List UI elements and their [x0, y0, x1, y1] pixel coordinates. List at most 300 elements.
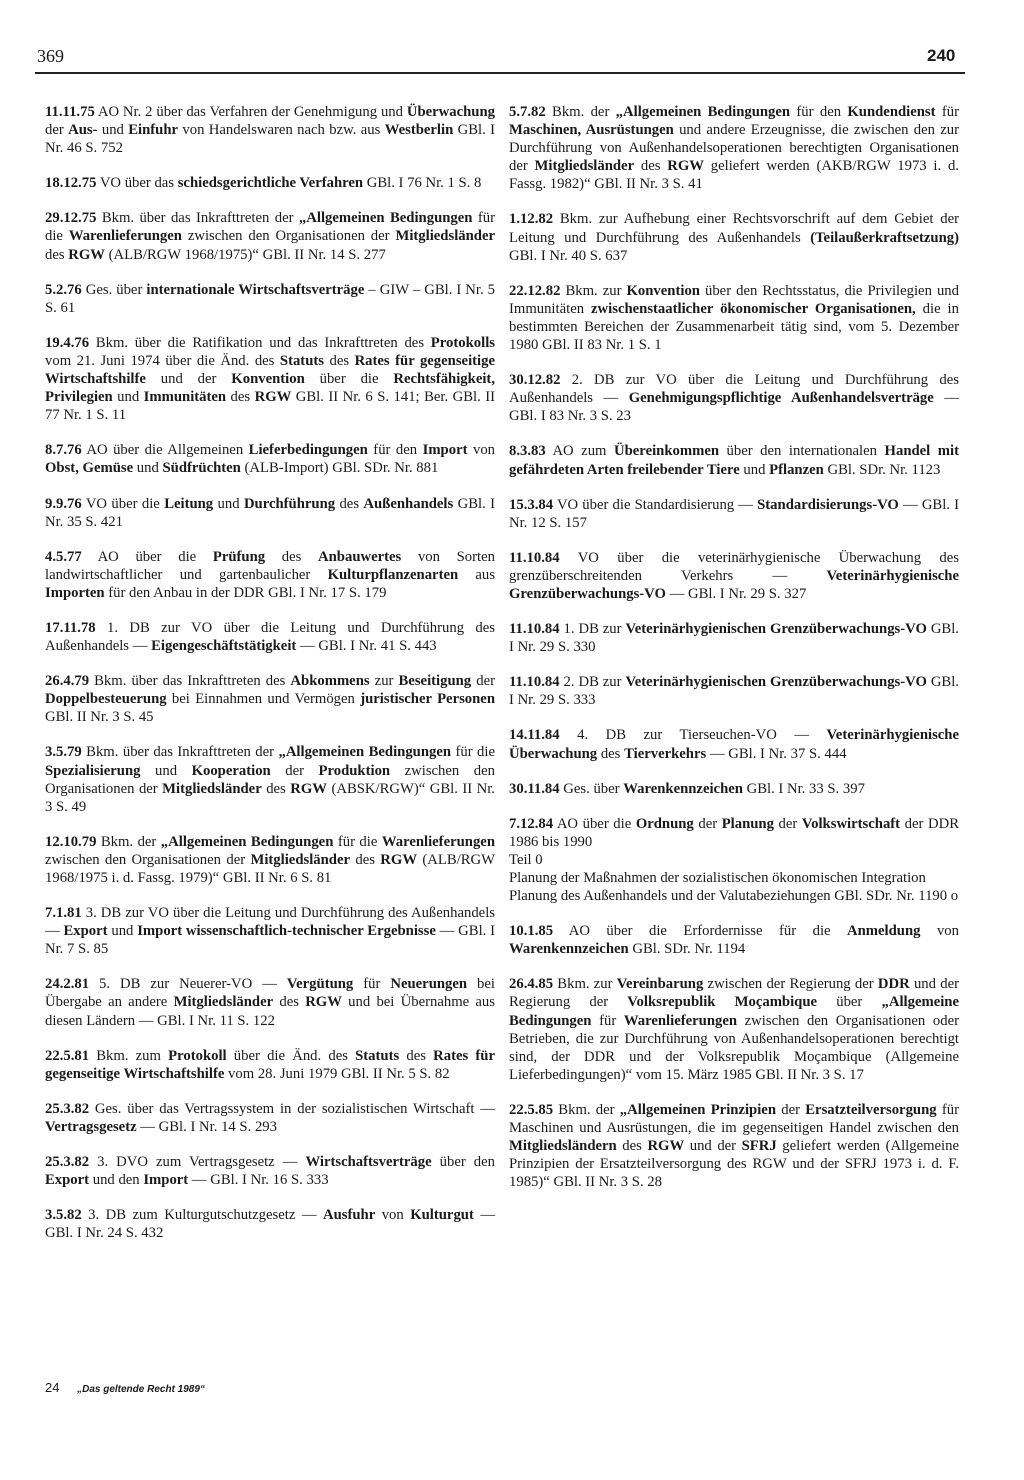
keyword: Mitgliedsländer — [395, 228, 495, 245]
law-entry-text — [509, 1101, 959, 1191]
entry-date: 30.12.82 — [509, 372, 561, 389]
law-entry — [509, 975, 959, 1084]
law-entry — [509, 442, 959, 478]
keyword: Südfrüchten — [162, 460, 241, 477]
law-entry-text — [509, 282, 959, 354]
keyword: DDR — [877, 976, 910, 993]
keyword: Übereinkommen — [614, 443, 720, 460]
keyword: Export — [63, 923, 108, 940]
text: AO über die Erfordernisse für die — [553, 923, 848, 940]
law-entry — [509, 371, 959, 425]
text: der — [773, 815, 802, 832]
keyword: Import wissenschaftlich-technischer Ergebnisse — [137, 923, 436, 940]
text: der — [776, 1101, 806, 1118]
law-entry — [45, 833, 495, 887]
text: und — [140, 762, 192, 779]
keyword: Doppelbesteuerung — [45, 691, 167, 708]
right-column — [509, 103, 959, 1208]
text: zwischen den Organisationen der — [45, 762, 495, 797]
keyword: Ausfuhr — [322, 1207, 376, 1224]
entry-date: 11.10.84 — [509, 621, 560, 638]
entry-date: 7.12.84 — [509, 815, 554, 832]
text: 1. DB zur — [559, 621, 626, 638]
text: GBl. I Nr. 46 S. 752 — [45, 122, 496, 157]
text: des — [261, 780, 291, 797]
law-entry — [45, 904, 495, 958]
text: des — [399, 1047, 434, 1064]
law-entry — [509, 815, 959, 905]
keyword: Beseitigung — [398, 673, 472, 690]
text: des — [45, 246, 69, 263]
keyword: Mitgliedsländern — [509, 1138, 617, 1155]
text: Bkm. zum — [89, 1047, 169, 1064]
text: vom 28. Juni 1979 GBl. II Nr. 5 S. 82 — [224, 1065, 450, 1082]
law-entry-text — [45, 103, 495, 157]
keyword: Import — [422, 442, 468, 459]
entry-date: 12.10.79 — [45, 833, 97, 850]
text: für — [935, 104, 959, 120]
entry-date: 5.7.82 — [509, 104, 546, 120]
entry-date: 22.12.82 — [509, 282, 561, 299]
law-entry-text — [45, 441, 495, 477]
text: — GBl. I Nr. 41 S. 443 — [296, 638, 437, 655]
keyword: Westberlin — [384, 122, 454, 139]
footer-page-number: 24 — [45, 1380, 60, 1395]
text: des — [350, 851, 381, 868]
law-entry-text — [45, 672, 495, 726]
entry-date: 24.2.81 — [45, 976, 90, 993]
text: (ALB-Import) GBl. SDr. Nr. 881 — [240, 460, 439, 477]
keyword: Wirtschaftsverträge — [305, 1154, 432, 1171]
keyword: Mitgliedsländer — [173, 994, 274, 1011]
law-entry — [509, 673, 959, 709]
text: des — [616, 1138, 648, 1155]
keyword: Vereinbarung — [616, 976, 704, 993]
text: und — [739, 461, 770, 478]
entry-date: 10.1.85 — [509, 923, 554, 940]
text: 4. DB zur Tierseuchen-VO — — [559, 727, 827, 744]
text: für — [353, 976, 391, 993]
keyword: Vergütung — [286, 976, 354, 993]
entry-date: 3.5.79 — [45, 744, 82, 761]
keyword: Konvention — [626, 282, 700, 299]
law-entry — [45, 495, 495, 531]
text: Bkm. über die Ratifikation und das Inkrafttreten des — [89, 334, 431, 351]
text: aus — [458, 566, 495, 583]
keyword: „Allgemeinen Prinzipien — [619, 1101, 776, 1118]
entry-date: 11.10.84 — [509, 549, 560, 566]
text: und den — [89, 1172, 144, 1189]
law-entry — [45, 209, 495, 263]
law-entry-text — [509, 975, 959, 1084]
keyword: Planung — [721, 815, 774, 832]
keyword: Veterinärhygienische Überwachung — [509, 727, 959, 762]
text: über den Rechtsstatus, die Privilegien und Immunitäten — [509, 282, 959, 317]
text: über die — [304, 371, 394, 388]
text: Bkm. zur — [553, 976, 617, 993]
text: Bkm. der — [545, 104, 616, 120]
text: und der Regierung der — [509, 976, 959, 1011]
entry-date: 22.5.81 — [45, 1047, 90, 1064]
keyword: Handel mit gefährdeten Arten freilebender Tiere — [509, 443, 959, 478]
entry-date: 30.11.84 — [509, 780, 560, 797]
page-number-right: 240 — [927, 46, 956, 65]
law-entry-text — [45, 1153, 495, 1189]
text: zur — [369, 673, 399, 690]
text: geliefert werden (Allgemeine Prinzipien der Ersatzteilversorgung des RGW und der SFRJ 1973 i. d. F. 1985)“ GBl. II Nr. 3 S. 28 — [509, 1138, 959, 1191]
law-entry — [45, 975, 495, 1029]
keyword: Überwachung — [406, 104, 495, 120]
law-entry-text — [45, 904, 495, 958]
text: 2. DB zur — [559, 674, 626, 691]
keyword: Anbauwertes — [318, 548, 402, 565]
law-entry — [509, 496, 959, 532]
keyword: Kulturpflanzenarten — [327, 566, 459, 583]
keyword: Import — [143, 1172, 189, 1189]
entry-date: 25.3.82 — [45, 1100, 90, 1117]
text: für die — [333, 833, 382, 850]
keyword: Kundendienst — [847, 104, 936, 120]
text: Bkm. der — [553, 1101, 620, 1118]
keyword: Warenlieferungen — [381, 833, 495, 850]
law-entry-text — [45, 833, 495, 887]
keyword: Standardisierungs-VO — [757, 496, 899, 513]
law-entry — [45, 672, 495, 726]
text: zwischen den Organisationen der — [45, 851, 251, 868]
keyword: RGW — [68, 246, 105, 263]
keyword: Eigengeschäftstätigkeit — [151, 638, 297, 655]
entry-date: 4.5.77 — [45, 548, 82, 565]
text: des — [634, 158, 668, 175]
law-entry — [45, 619, 495, 655]
text: Bkm. der — [96, 833, 161, 850]
law-entry-text — [45, 743, 495, 815]
entry-subline: Planung des Außenhandels und der Valutabeziehungen GBl. SDr. Nr. 1190 o — [509, 888, 959, 905]
keyword: Veterinärhygienischen Grenzüberwachungs-VO — [625, 674, 927, 691]
text: — GBl. I Nr. 24 S. 432 — [45, 1207, 496, 1242]
text: über — [817, 994, 882, 1011]
text: geliefert werden (AKB/RGW 1973 i. d. Fassg. 1982)“ GBl. II Nr. 3 S. 41 — [509, 158, 959, 193]
text: 3. DB zur VO über die Leitung und Durchführung des Außenhandels — — [45, 905, 495, 940]
text: AO über die — [553, 815, 636, 832]
law-entry — [509, 922, 959, 958]
text: bei Übergabe an andere — [45, 976, 495, 1011]
text: des — [335, 495, 364, 512]
law-entry-text — [45, 1047, 495, 1083]
law-entry-text — [509, 620, 959, 656]
text: der — [270, 762, 319, 779]
law-entry — [45, 1153, 495, 1189]
entry-date: 14.11.84 — [509, 727, 560, 744]
keyword: „Allgemeinen Bedingungen — [278, 744, 452, 761]
law-entry-text — [45, 209, 495, 263]
keyword: Vertragsgesetz — [45, 1118, 137, 1135]
keyword: Kooperation — [191, 762, 271, 779]
keyword: Importen — [45, 584, 105, 601]
text: und — [97, 122, 129, 139]
keyword: „Allgemeinen Bedingungen — [298, 210, 473, 227]
keyword: „Allgemeinen Bedingungen — [615, 104, 791, 120]
entry-date: 1.12.82 — [509, 211, 554, 228]
text: AO Nr. 2 über das Verfahren der Genehmigung und — [94, 104, 407, 120]
text: und — [133, 460, 163, 477]
law-entry — [45, 1100, 495, 1136]
entry-date: 26.4.79 — [45, 673, 90, 690]
law-entry — [45, 548, 495, 602]
entry-date: 7.1.81 — [45, 905, 82, 922]
keyword: Einfuhr — [128, 122, 179, 139]
text: (ALB/RGW 1968/1975 i. d. Fassg. 1979)“ GBl. II Nr. 6 S. 81 — [45, 851, 495, 886]
keyword: RGW — [667, 158, 704, 175]
keyword: Aus- — [68, 122, 98, 139]
text: der — [471, 673, 495, 690]
law-entry-text — [509, 371, 959, 425]
text: für den Anbau in der DDR GBl. I Nr. 17 S. 179 — [104, 584, 387, 601]
law-entry-text — [45, 1206, 495, 1242]
text: GBl. II Nr. 6 S. 141; Ber. GBl. II 77 Nr. 1 S. 11 — [45, 389, 495, 424]
text: von Handelswaren nach bzw. aus — [178, 122, 385, 139]
text: (ALB/RGW 1968/1975)“ GBl. II Nr. 14 S. 277 — [104, 246, 386, 263]
text: Bkm. zur — [560, 282, 627, 299]
text: Bkm. über das Inkrafttreten der — [81, 744, 279, 761]
text: GBl. I 76 Nr. 1 S. 8 — [363, 175, 482, 192]
law-entry — [45, 441, 495, 477]
keyword: Volksrepublik Moçambique — [627, 994, 818, 1011]
law-entry-text — [509, 726, 959, 762]
entry-date: 25.3.82 — [45, 1154, 90, 1171]
law-entry — [45, 1206, 495, 1242]
text: — GBl. I Nr. 12 S. 157 — [509, 496, 959, 531]
text: VO über die veterinärhygienische Überwachung des grenzüberschreitenden Verkehrs — — [509, 549, 959, 584]
text: des — [273, 994, 306, 1011]
law-entry — [45, 1047, 495, 1083]
text: AO zum — [545, 443, 615, 460]
keyword: schiedsgerichtliche Verfahren — [177, 175, 364, 192]
keyword: Abkommens — [290, 673, 370, 690]
text: und der — [684, 1138, 742, 1155]
entry-date: 17.11.78 — [45, 619, 96, 636]
keyword: „Allgemeine Bedingungen — [509, 994, 959, 1029]
text: des — [597, 745, 625, 762]
text: und der — [145, 371, 232, 388]
text: VO über die — [81, 495, 165, 512]
keyword: Statuts — [279, 352, 324, 369]
text: und — [112, 389, 144, 406]
text: von Sorten landwirtschaftlicher und gartenbaulicher — [45, 548, 495, 583]
entry-date: 11.10.84 — [509, 674, 560, 691]
keyword: Konvention — [231, 371, 305, 388]
entry-date: 18.12.75 — [45, 175, 97, 192]
keyword: Prüfung — [212, 548, 266, 565]
entry-date: 11.11.75 — [45, 104, 95, 120]
keyword: Rates für gegenseitige Wirtschaftshilfe — [45, 352, 495, 388]
law-entry — [509, 549, 959, 603]
law-entry — [509, 780, 959, 798]
keyword: RGW — [290, 780, 327, 797]
keyword: Anmeldung — [847, 923, 921, 940]
text: GBl. II Nr. 3 S. 45 — [45, 709, 154, 726]
keyword: Durchführung — [243, 495, 336, 512]
text: Ges. über das Vertragssystem in der sozialistischen Wirtschaft — — [89, 1100, 495, 1117]
law-entry — [45, 103, 495, 157]
keyword: Statuts — [355, 1047, 400, 1064]
text: für Maschinen und Ausrüstungen, die im gegenseitigen Handel zwischen den — [509, 1101, 959, 1137]
text: AO über die — [81, 548, 213, 565]
law-entry — [509, 210, 959, 264]
text: GBl. I Nr. 40 S. 637 — [509, 247, 628, 264]
text: und — [107, 923, 138, 940]
law-entry — [509, 103, 959, 193]
text: Bkm. zur Aufhebung einer Rechtsvorschrift auf dem Gebiet der Leitung und Durchführung des Außenhandels — [509, 211, 959, 246]
law-entry — [509, 620, 959, 656]
keyword: internationale Wirtschaftsverträge — [146, 281, 365, 298]
keyword: Außenhandels — [363, 495, 454, 512]
keyword: Pflanzen — [769, 461, 824, 478]
text: und — [213, 495, 244, 512]
law-entry-text — [45, 281, 495, 317]
keyword: Warenlieferungen — [68, 228, 182, 245]
text: — GBl. I Nr. 37 S. 444 — [706, 745, 847, 762]
law-entry-text — [509, 922, 959, 958]
keyword: Maschinen, Ausrüstungen — [509, 122, 674, 139]
law-entry-text — [509, 442, 959, 478]
keyword: juristischer Personen — [360, 691, 495, 708]
law-entry — [45, 334, 495, 424]
keyword: Obst, Gemüse — [45, 460, 134, 477]
text: für die — [451, 744, 495, 761]
keyword: RGW — [305, 994, 342, 1011]
entry-date: 19.4.76 — [45, 334, 90, 351]
text: — GBl. I 83 Nr. 3 S. 23 — [509, 390, 959, 425]
text: der DDR 1986 bis 1990 — [509, 815, 959, 850]
law-entry-text — [45, 619, 495, 655]
text: zwischen den Organisationen oder Betrieben, die zur Durchführung von Außenhandelsoperationen berechtigt sind, der DDR und der Volksrepublik Moçambique (Allgemeine Lieferbedingungen)“ vom 15. März 1985 GBl. II Nr. 3 S. 17 — [509, 1012, 959, 1083]
header-rule — [35, 72, 965, 74]
law-entry-text — [509, 780, 959, 798]
entry-date: 5.2.76 — [45, 281, 82, 298]
law-entry-text — [509, 815, 959, 851]
keyword: RGW — [254, 389, 292, 406]
text: GBl. I Nr. 29 S. 330 — [509, 621, 959, 656]
text: GBl. SDr. Nr. 1123 — [823, 461, 941, 478]
text: von — [920, 923, 959, 940]
text: — GBl. I Nr. 29 S. 327 — [665, 585, 807, 602]
keyword: Tierverkehrs — [624, 745, 707, 762]
text: 3. DVO zum Vertragsgesetz — — [89, 1154, 306, 1171]
entry-date: 8.7.76 — [45, 442, 82, 459]
text: über den internationalen — [719, 443, 885, 460]
left-column — [45, 103, 495, 1259]
keyword: Mitgliedsländer — [162, 780, 262, 797]
keyword: Rates für gegenseitige Wirtschaftshilfe — [45, 1047, 495, 1082]
text: des — [323, 352, 355, 369]
keyword: Veterinärhygienischen Grenzüberwachungs-VO — [625, 621, 927, 638]
text: vom 21. Juni 1974 über die Änd. des — [45, 352, 280, 369]
text: des — [265, 548, 319, 565]
entry-date: 15.3.84 — [509, 496, 554, 513]
text: Bkm. über das Inkrafttreten der — [96, 210, 299, 227]
law-entry-text — [45, 334, 495, 424]
text: AO über die Allgemeinen — [81, 442, 249, 459]
entry-subline: Planung der Maßnahmen der sozialistischen ökonomischen Integration — [509, 870, 926, 886]
keyword: Leitung — [164, 495, 214, 512]
text: von — [467, 442, 496, 459]
text: GBl. I Nr. 33 S. 397 — [742, 780, 865, 797]
keyword: Mitgliedsländer — [534, 158, 635, 175]
keyword: SFRJ — [741, 1138, 777, 1155]
text: Ges. über — [559, 780, 624, 797]
keyword: Mitgliedsländer — [250, 851, 351, 868]
keyword: Produktion — [318, 762, 391, 779]
text: über die Änd. des — [226, 1047, 356, 1064]
keyword: Neuerungen — [390, 976, 468, 993]
law-entry-text — [509, 673, 959, 709]
law-entry-text — [45, 1100, 495, 1136]
footer-title: „Das geltende Recht 1989“ — [77, 1384, 205, 1395]
entry-date: 26.4.85 — [509, 976, 554, 993]
keyword: (Teilaußerkraftsetzung) — [810, 229, 959, 246]
keyword: „Allgemeinen Bedingungen — [160, 833, 334, 850]
text: — GBl. I Nr. 16 S. 333 — [188, 1172, 329, 1189]
entry-subline: Teil 0 — [509, 851, 543, 868]
entry-date: 3.5.82 — [45, 1207, 82, 1224]
law-entry-text — [45, 975, 495, 1029]
keyword: Protokoll — [168, 1047, 227, 1064]
text: für die — [45, 210, 495, 245]
law-entry — [45, 281, 495, 317]
text: und bei Übernahme aus diesen Ländern — GBl. I Nr. 11 S. 122 — [45, 994, 495, 1029]
keyword: RGW — [647, 1138, 685, 1155]
keyword: Warenlieferungen — [623, 1012, 738, 1029]
text: von — [375, 1207, 411, 1224]
keyword: Kulturgut — [410, 1207, 474, 1224]
law-entry-text — [45, 495, 495, 531]
text: VO über die Standardisierung — — [553, 496, 758, 513]
law-entry-text — [45, 174, 495, 192]
keyword: Rechtsfähigkeit, Privilegien — [45, 371, 495, 406]
entry-date: 22.5.85 — [509, 1101, 554, 1118]
law-entry — [509, 282, 959, 354]
law-entry-text — [509, 496, 959, 532]
keyword: Ersatzteilversorgung — [805, 1101, 937, 1118]
law-entry-text — [509, 103, 959, 193]
text: für — [591, 1012, 624, 1029]
text: über den — [431, 1154, 495, 1171]
text: zwischen der Regierung der — [703, 976, 878, 993]
footer — [45, 1380, 205, 1395]
law-entry — [45, 174, 495, 192]
page-number-left: 369 — [37, 46, 64, 66]
text: 5. DB zur Neuerer-VO — — [89, 976, 287, 993]
text: 3. DB zum Kulturgutschutzgesetz — — [81, 1207, 323, 1224]
law-entry-text — [45, 548, 495, 602]
text: — GBl. I Nr. 7 S. 85 — [45, 923, 496, 958]
text: der — [693, 815, 722, 832]
keyword: Volkswirtschaft — [801, 815, 901, 832]
text: des — [226, 389, 255, 406]
keyword: Genehmigungspflichtige Außenhandelsverträge — [628, 390, 934, 407]
keyword: Veterinärhygienische Grenzüberwachungs-VO — [509, 567, 959, 602]
keyword: Protokolls — [430, 334, 495, 351]
keyword: Spezialisierung — [45, 762, 141, 779]
text: der — [45, 122, 69, 139]
text: für den — [790, 104, 848, 120]
text: — GBl. I Nr. 14 S. 293 — [136, 1118, 277, 1135]
text: Bkm. über das Inkrafttreten des — [89, 673, 291, 690]
text: bei Einnahmen und Vermögen — [166, 691, 361, 708]
keyword: Export — [45, 1172, 90, 1189]
keyword: Warenkennzeichen — [509, 941, 629, 958]
